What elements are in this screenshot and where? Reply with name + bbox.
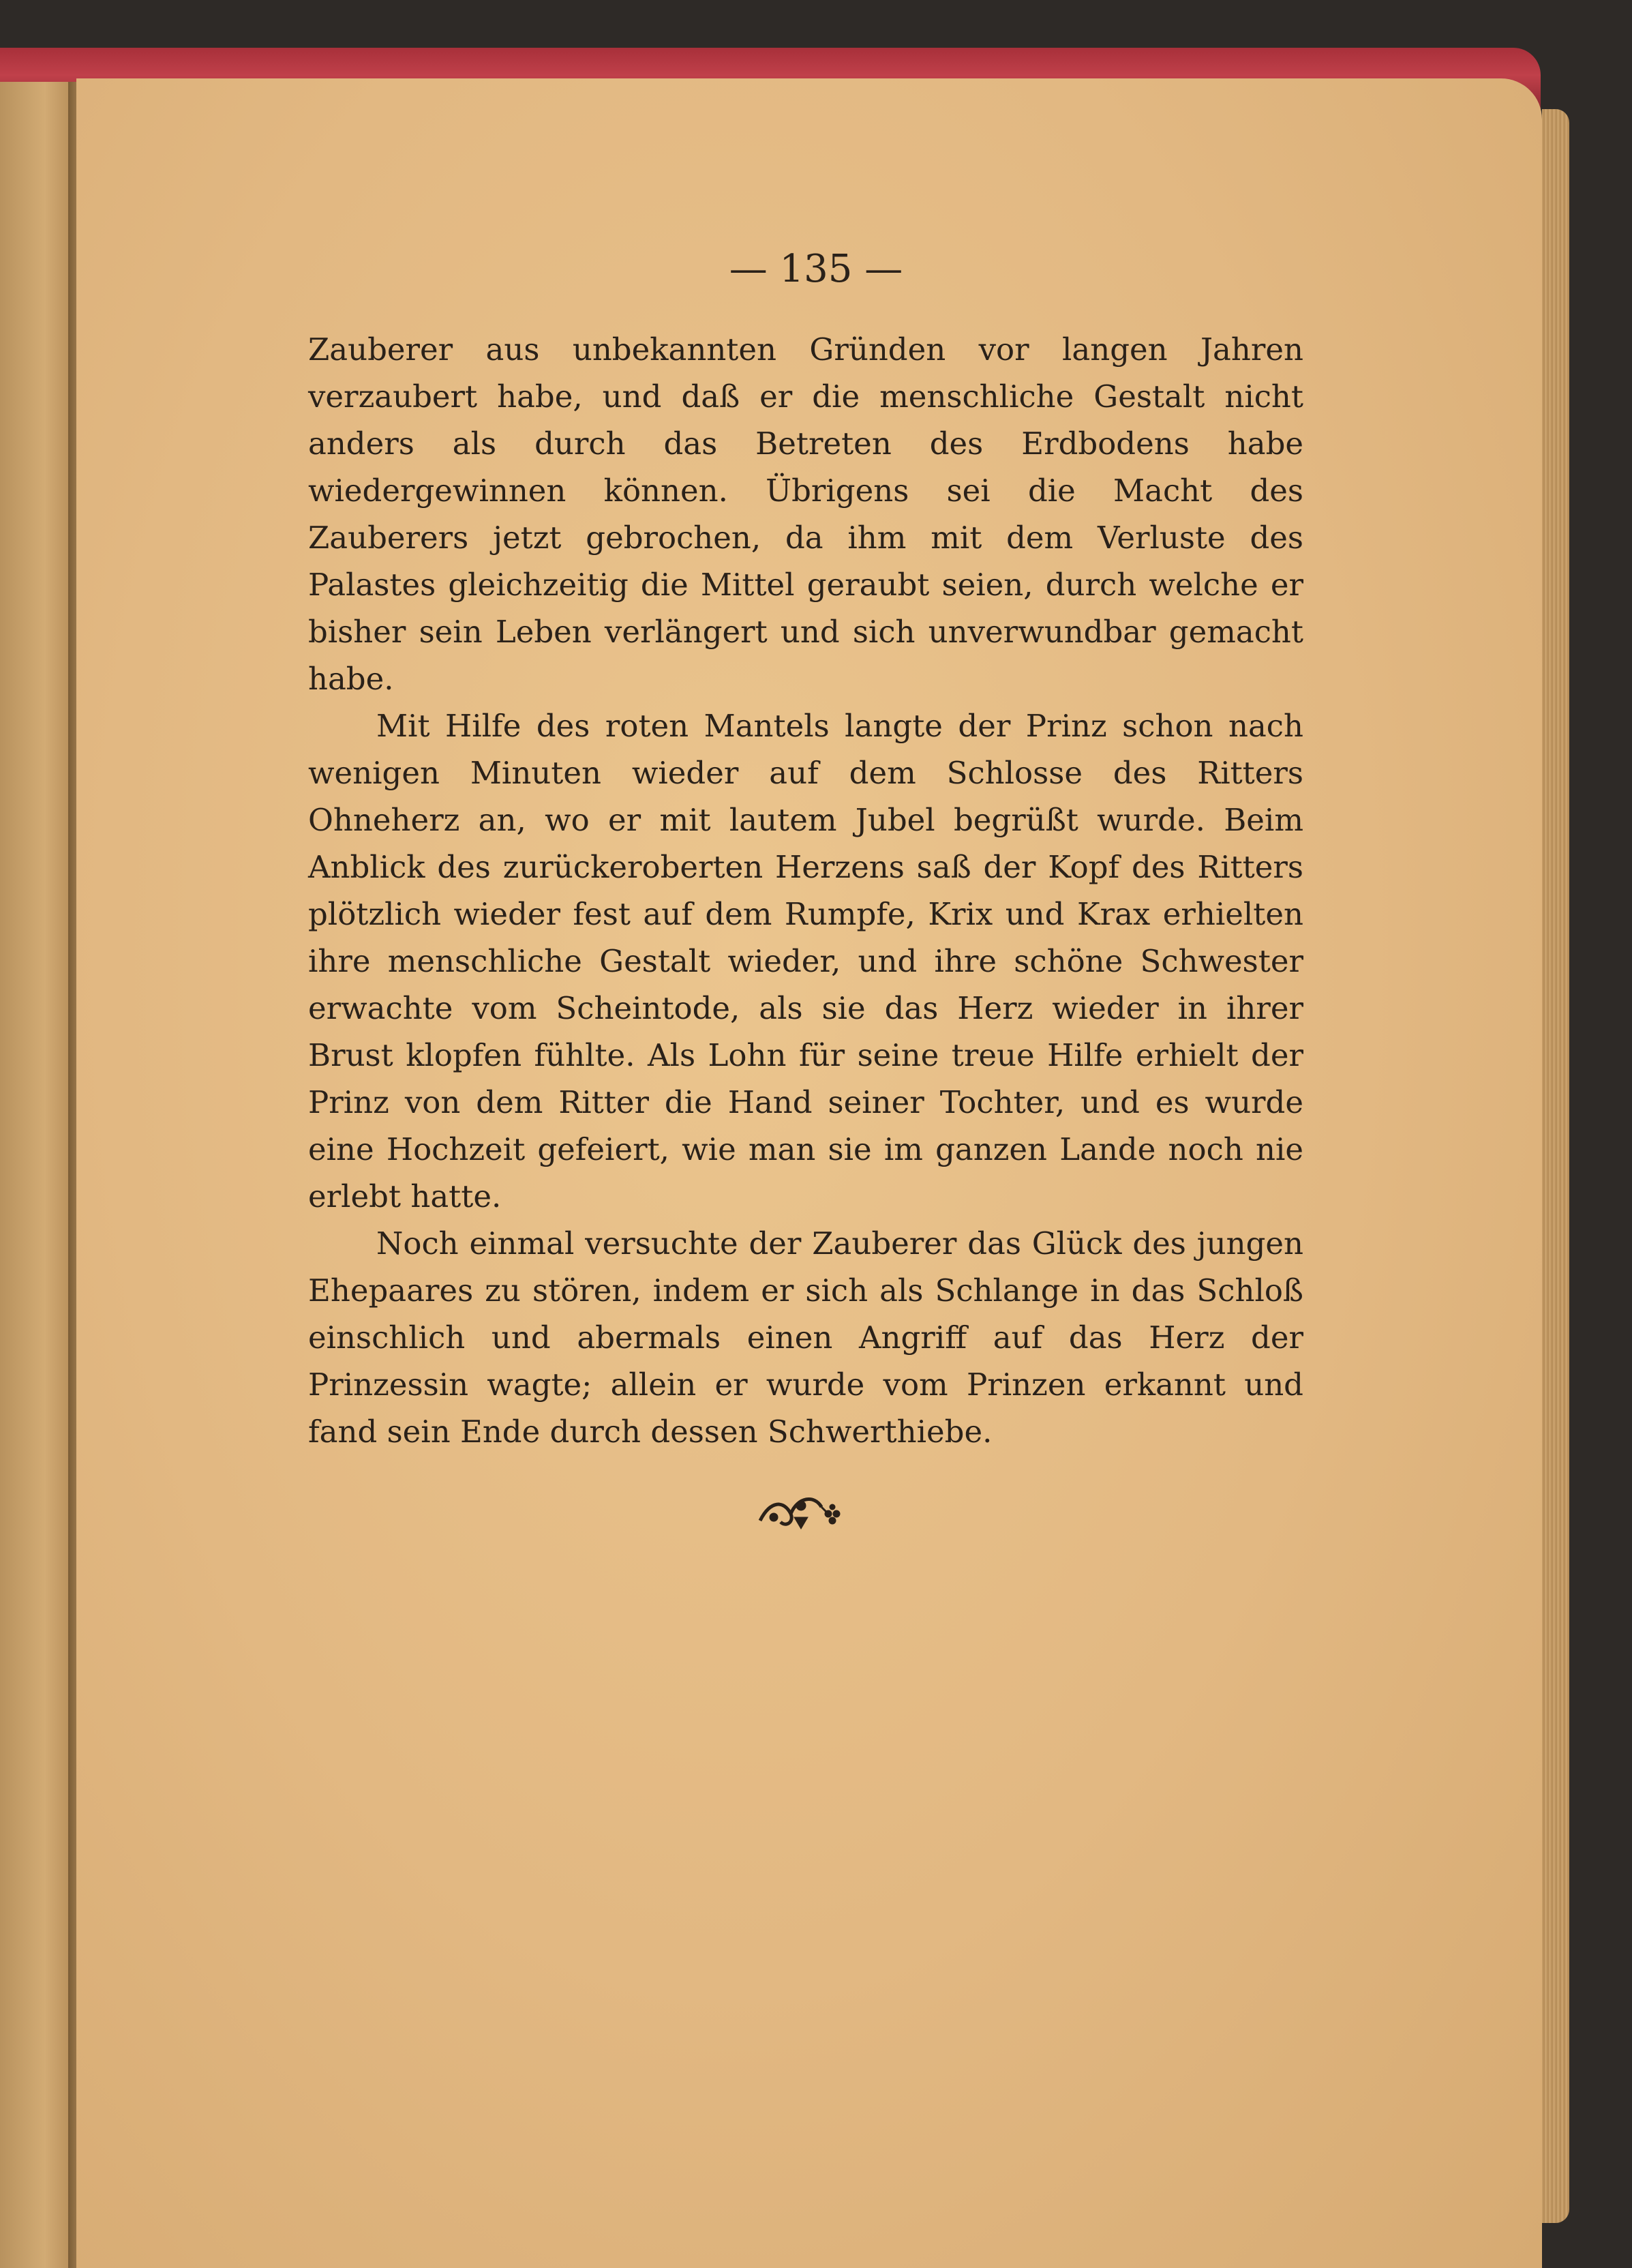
body-text <box>308 326 1303 1455</box>
left-page-edge <box>0 82 75 2268</box>
paragraph-3: Noch einmal versuchte der Zauberer das Glück des jungen Ehepaares zu stören, indem er sich als Schlange in das Schloß einschlich und abermals einen Angriff auf das Herz der Prinzessin wagte; allein er wurde vom Prinzen erkannt und fand sein Ende durch dessen Schwerthiebe. <box>308 1225 1303 1450</box>
floral-vignette-icon <box>753 1487 849 1534</box>
paragraph-2: Mit Hilfe des roten Mantels langte der Prinz schon nach wenigen Minuten wieder auf dem Schlosse des Ritters Ohneherz an, wo er mit lautem Jubel begrüßt wurde. Beim Anblick des zurückeroberten Herzens saß der Kopf des Ritters plötzlich wieder fest auf dem Rumpfe, Krix und Krax erhielten ihre menschliche Gestalt wieder, und ihre schöne Schwester erwachte vom Scheintode, als sie das Herz wieder in ihrer Brust klopfen fühlte. Als Lohn für seine treue Hilfe erhielt der Prinz von dem Ritter die Hand seiner Tochter, und es wurde eine Hochzeit gefeiert, wie man sie im ganzen Lande noch nie erlebt hatte. <box>308 708 1303 1214</box>
page-number: — 135 — <box>729 247 903 291</box>
paragraph-1: Zauberer aus unbekannten Gründen vor langen Jahren verzaubert habe, und daß er die menschliche Gestalt nicht anders als durch das Betreten des Erdbodens habe wiedergewinnen können. Übrigens sei die Macht des Zauberers jetzt gebrochen, da ihm mit dem Verluste des Palastes gleichzeitig die Mittel geraubt seien, durch welche er bisher sein Leben verlängert und sich unverwundbar gemacht habe. <box>308 331 1303 697</box>
page-stack-edge <box>1542 109 1569 2223</box>
